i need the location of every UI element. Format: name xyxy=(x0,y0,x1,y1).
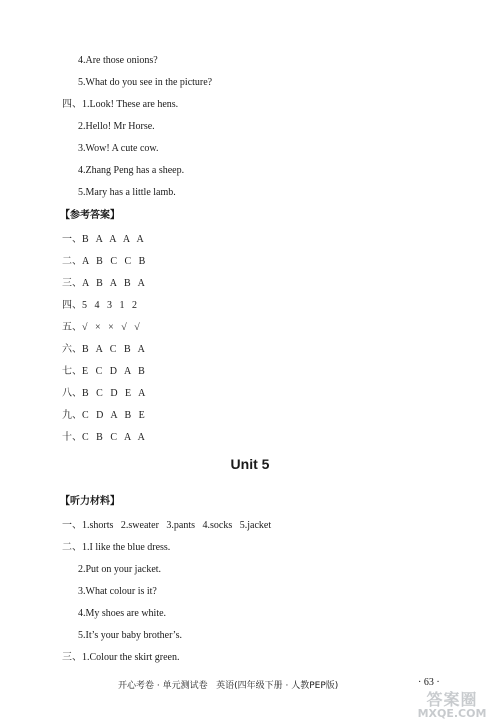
page-number: · 63 · xyxy=(418,677,440,688)
answer-row: 二、A B C C B xyxy=(62,256,146,267)
listening-line: 5.It’s your baby brother’s. xyxy=(78,630,182,641)
text-line: 5.Mary has a little lamb. xyxy=(78,187,176,198)
answer-row: 一、B A A A A xyxy=(62,234,144,245)
answer-row: 十、C B C A A xyxy=(62,432,145,443)
footer-title: 开心考卷 · 单元测试卷 英语(四年级下册 · 人教PEP版) xyxy=(118,681,339,691)
listening-line: 三、1.Colour the skirt green. xyxy=(62,652,180,663)
answer-row: 九、C D A B E xyxy=(62,410,145,421)
text-line: 4.Are those onions? xyxy=(78,55,158,66)
watermark-logo: 答案圈 xyxy=(426,690,478,709)
listening-line: 2.Put on your jacket. xyxy=(78,564,162,575)
unit-title: Unit 5 xyxy=(230,456,270,472)
listening-line: 一、1.shorts 2.sweater 3.pants 4.socks 5.jacket xyxy=(62,520,272,531)
answer-row: 八、B C D E A xyxy=(62,388,146,399)
answer-row: 五、√ × × √ √ xyxy=(62,322,140,333)
answer-row: 六、B A C B A xyxy=(62,344,145,355)
text-line: 3.Wow! A cute cow. xyxy=(78,143,159,154)
answer-row: 七、E C D A B xyxy=(62,366,145,377)
answer-heading: 【参考答案】 xyxy=(60,210,120,221)
listening-line: 二、1.I like the blue dress. xyxy=(62,542,171,553)
text-line: 2.Hello! Mr Horse. xyxy=(78,121,155,132)
watermark-url: MXQE.COM xyxy=(417,707,487,720)
answer-row: 四、5 4 3 1 2 xyxy=(62,300,137,311)
listening-line: 4.My shoes are white. xyxy=(78,608,167,619)
watermark xyxy=(406,690,498,722)
listening-heading: 【听力材料】 xyxy=(60,496,120,507)
text-line: 4.Zhang Peng has a sheep. xyxy=(78,165,185,176)
text-line: 5.What do you see in the picture? xyxy=(78,77,213,88)
text-line: 四、1.Look! These are hens. xyxy=(62,99,179,110)
listening-line: 3.What colour is it? xyxy=(78,586,157,597)
answer-row: 三、A B A B A xyxy=(62,278,145,289)
